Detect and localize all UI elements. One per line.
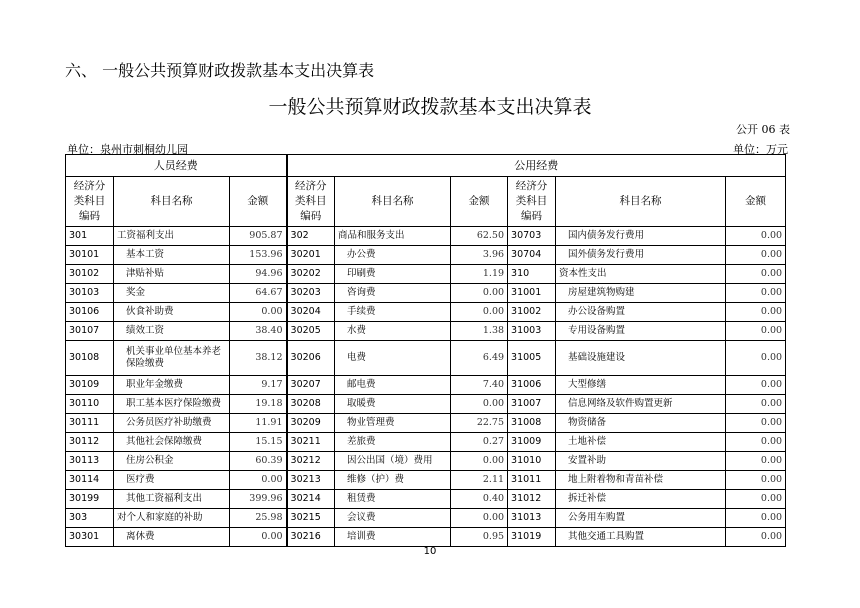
amount-cell: 7.40 (451, 376, 508, 395)
econ-code-cell: 31012 (508, 490, 556, 509)
item-name-cell: 维修（护）费 (335, 471, 451, 490)
column-header-code: 经济分类科目编码 (287, 177, 335, 227)
amount-cell: 0.00 (726, 246, 786, 265)
econ-code-cell: 30211 (287, 433, 335, 452)
econ-code-cell: 31005 (508, 341, 556, 376)
page-number: 10 (423, 546, 437, 557)
econ-code-cell: 31009 (508, 433, 556, 452)
table-row (66, 433, 786, 452)
econ-code-cell: 30214 (287, 490, 335, 509)
table-row (66, 303, 786, 322)
amount-cell: 38.40 (230, 322, 287, 341)
budget-table (65, 154, 786, 547)
amount-cell: 0.00 (451, 303, 508, 322)
econ-code-cell: 31011 (508, 471, 556, 490)
item-name-cell: 拆迁补偿 (556, 490, 726, 509)
item-name-cell: 其他交通工具购置 (556, 528, 726, 547)
table-row (66, 471, 786, 490)
item-name-cell: 因公出国（境）费用 (335, 452, 451, 471)
amount-cell: 0.00 (451, 509, 508, 528)
item-name-cell: 安置补助 (556, 452, 726, 471)
amount-cell: 0.00 (451, 284, 508, 303)
item-name-cell: 基本工资 (114, 246, 230, 265)
econ-code-cell: 30110 (66, 395, 114, 414)
amount-cell: 94.96 (230, 265, 287, 284)
econ-code-cell: 30114 (66, 471, 114, 490)
amount-cell: 0.95 (451, 528, 508, 547)
item-name-cell: 咨询费 (335, 284, 451, 303)
econ-code-cell: 31001 (508, 284, 556, 303)
econ-code-cell: 30103 (66, 284, 114, 303)
item-name-cell: 专用设备购置 (556, 322, 726, 341)
table-row (66, 322, 786, 341)
item-name-cell: 资本性支出 (556, 265, 726, 284)
column-header-code: 经济分类科目编码 (508, 177, 556, 227)
amount-cell: 0.00 (726, 509, 786, 528)
item-name-cell: 手续费 (335, 303, 451, 322)
amount-cell: 11.91 (230, 414, 287, 433)
item-name-cell: 培训费 (335, 528, 451, 547)
amount-cell: 0.00 (726, 303, 786, 322)
section-heading: 六、 一般公共预算财政拨款基本支出决算表 (65, 61, 375, 80)
amount-cell: 1.38 (451, 322, 508, 341)
econ-code-cell: 30102 (66, 265, 114, 284)
item-name-cell: 大型修缮 (556, 376, 726, 395)
item-name-cell: 机关事业单位基本养老保险缴费 (114, 341, 230, 376)
econ-code-cell: 30209 (287, 414, 335, 433)
column-header-name: 科目名称 (335, 177, 451, 227)
econ-code-cell: 31019 (508, 528, 556, 547)
econ-code-cell: 30704 (508, 246, 556, 265)
item-name-cell: 伙食补助费 (114, 303, 230, 322)
amount-cell: 64.67 (230, 284, 287, 303)
item-name-cell: 职工基本医疗保险缴费 (114, 395, 230, 414)
econ-code-cell: 30108 (66, 341, 114, 376)
item-name-cell: 医疗费 (114, 471, 230, 490)
amount-cell: 0.00 (230, 528, 287, 547)
amount-cell: 0.00 (726, 414, 786, 433)
econ-code-cell: 303 (66, 509, 114, 528)
amount-cell: 0.00 (726, 322, 786, 341)
item-name-cell: 公务员医疗补助缴费 (114, 414, 230, 433)
amount-cell: 0.00 (726, 284, 786, 303)
table-row (66, 395, 786, 414)
table-row (66, 452, 786, 471)
econ-code-cell: 30107 (66, 322, 114, 341)
table-row (66, 528, 786, 547)
amount-cell: 0.40 (451, 490, 508, 509)
amount-cell: 0.00 (726, 490, 786, 509)
econ-code-cell: 30106 (66, 303, 114, 322)
amount-cell: 0.00 (726, 433, 786, 452)
amount-cell: 2.11 (451, 471, 508, 490)
amount-cell: 0.00 (726, 452, 786, 471)
amount-cell: 25.98 (230, 509, 287, 528)
table-row (66, 490, 786, 509)
table-row (66, 284, 786, 303)
econ-code-cell: 30202 (287, 265, 335, 284)
table-row (66, 265, 786, 284)
econ-code-cell: 30199 (66, 490, 114, 509)
econ-code-cell: 30301 (66, 528, 114, 547)
econ-code-cell: 30212 (287, 452, 335, 471)
item-name-cell: 取暖费 (335, 395, 451, 414)
item-name-cell: 住房公积金 (114, 452, 230, 471)
item-name-cell: 土地补偿 (556, 433, 726, 452)
column-header-code: 经济分类科目编码 (66, 177, 114, 227)
item-name-cell: 商品和服务支出 (335, 227, 451, 246)
item-name-cell: 绩效工资 (114, 322, 230, 341)
econ-code-cell: 31006 (508, 376, 556, 395)
item-name-cell: 其他社会保障缴费 (114, 433, 230, 452)
amount-cell: 0.27 (451, 433, 508, 452)
item-name-cell: 印刷费 (335, 265, 451, 284)
econ-code-cell: 31010 (508, 452, 556, 471)
econ-code-cell: 30208 (287, 395, 335, 414)
econ-code-cell: 30113 (66, 452, 114, 471)
amount-cell: 3.96 (451, 246, 508, 265)
amount-cell: 153.96 (230, 246, 287, 265)
form-number: 公开 06 表 (736, 123, 790, 136)
item-name-cell: 办公设备购置 (556, 303, 726, 322)
econ-code-cell: 30703 (508, 227, 556, 246)
econ-code-cell: 31007 (508, 395, 556, 414)
amount-cell: 0.00 (726, 471, 786, 490)
amount-cell: 6.49 (451, 341, 508, 376)
amount-cell: 22.75 (451, 414, 508, 433)
econ-code-cell: 30215 (287, 509, 335, 528)
amount-cell: 60.39 (230, 452, 287, 471)
amount-cell: 62.50 (451, 227, 508, 246)
item-name-cell: 职业年金缴费 (114, 376, 230, 395)
column-header-name: 科目名称 (556, 177, 726, 227)
table-row (66, 341, 786, 376)
amount-cell: 0.00 (726, 227, 786, 246)
table-row (66, 227, 786, 246)
table-row (66, 414, 786, 433)
econ-code-cell: 30206 (287, 341, 335, 376)
item-name-cell: 邮电费 (335, 376, 451, 395)
item-name-cell: 水费 (335, 322, 451, 341)
item-name-cell: 基础设施建设 (556, 341, 726, 376)
table-row (66, 509, 786, 528)
amount-cell: 38.12 (230, 341, 287, 376)
econ-code-cell: 30203 (287, 284, 335, 303)
item-name-cell: 房屋建筑物购建 (556, 284, 726, 303)
amount-cell: 19.18 (230, 395, 287, 414)
item-name-cell: 其他工资福利支出 (114, 490, 230, 509)
item-name-cell: 地上附着物和青苗补偿 (556, 471, 726, 490)
econ-code-cell: 310 (508, 265, 556, 284)
econ-code-cell: 301 (66, 227, 114, 246)
group-header-personnel: 人员经费 (66, 155, 287, 177)
econ-code-cell: 31008 (508, 414, 556, 433)
amount-cell: 0.00 (726, 376, 786, 395)
column-header-name: 科目名称 (114, 177, 230, 227)
econ-code-cell: 31003 (508, 322, 556, 341)
econ-code-cell: 30204 (287, 303, 335, 322)
amount-cell: 15.15 (230, 433, 287, 452)
column-header-amount: 金额 (451, 177, 508, 227)
column-header-amount: 金额 (230, 177, 287, 227)
item-name-cell: 差旅费 (335, 433, 451, 452)
item-name-cell: 办公费 (335, 246, 451, 265)
econ-code-cell: 30111 (66, 414, 114, 433)
econ-code-cell: 302 (287, 227, 335, 246)
item-name-cell: 信息网络及软件购置更新 (556, 395, 726, 414)
econ-code-cell: 30216 (287, 528, 335, 547)
page-title: 一般公共预算财政拨款基本支出决算表 (268, 96, 592, 118)
amount-cell: 399.96 (230, 490, 287, 509)
item-name-cell: 离休费 (114, 528, 230, 547)
econ-code-cell: 30205 (287, 322, 335, 341)
amount-cell: 9.17 (230, 376, 287, 395)
amount-cell: 0.00 (451, 452, 508, 471)
amount-cell: 0.00 (726, 528, 786, 547)
amount-cell: 0.00 (230, 303, 287, 322)
econ-code-cell: 30213 (287, 471, 335, 490)
item-name-cell: 津贴补贴 (114, 265, 230, 284)
item-name-cell: 会议费 (335, 509, 451, 528)
item-name-cell: 奖金 (114, 284, 230, 303)
econ-code-cell: 31002 (508, 303, 556, 322)
amount-cell: 0.00 (726, 395, 786, 414)
table-row (66, 246, 786, 265)
item-name-cell: 电费 (335, 341, 451, 376)
item-name-cell: 物业管理费 (335, 414, 451, 433)
econ-code-cell: 30112 (66, 433, 114, 452)
econ-code-cell: 30109 (66, 376, 114, 395)
amount-cell: 905.87 (230, 227, 287, 246)
table-row (66, 376, 786, 395)
item-name-cell: 物资储备 (556, 414, 726, 433)
econ-code-cell: 30201 (287, 246, 335, 265)
item-name-cell: 国外债务发行费用 (556, 246, 726, 265)
item-name-cell: 公务用车购置 (556, 509, 726, 528)
amount-cell: 0.00 (726, 341, 786, 376)
econ-code-cell: 30101 (66, 246, 114, 265)
unit-organization: 单位：泉州市刺桐幼儿园 (67, 143, 188, 156)
amount-cell: 1.19 (451, 265, 508, 284)
amount-cell: 0.00 (230, 471, 287, 490)
item-name-cell: 对个人和家庭的补助 (114, 509, 230, 528)
amount-cell: 0.00 (726, 265, 786, 284)
group-header-public: 公用经费 (287, 155, 786, 177)
column-header-amount: 金额 (726, 177, 786, 227)
amount-cell: 0.00 (451, 395, 508, 414)
item-name-cell: 国内债务发行费用 (556, 227, 726, 246)
econ-code-cell: 31013 (508, 509, 556, 528)
unit-currency: 单位：万元 (733, 143, 788, 156)
econ-code-cell: 30207 (287, 376, 335, 395)
item-name-cell: 租赁费 (335, 490, 451, 509)
item-name-cell: 工资福利支出 (114, 227, 230, 246)
